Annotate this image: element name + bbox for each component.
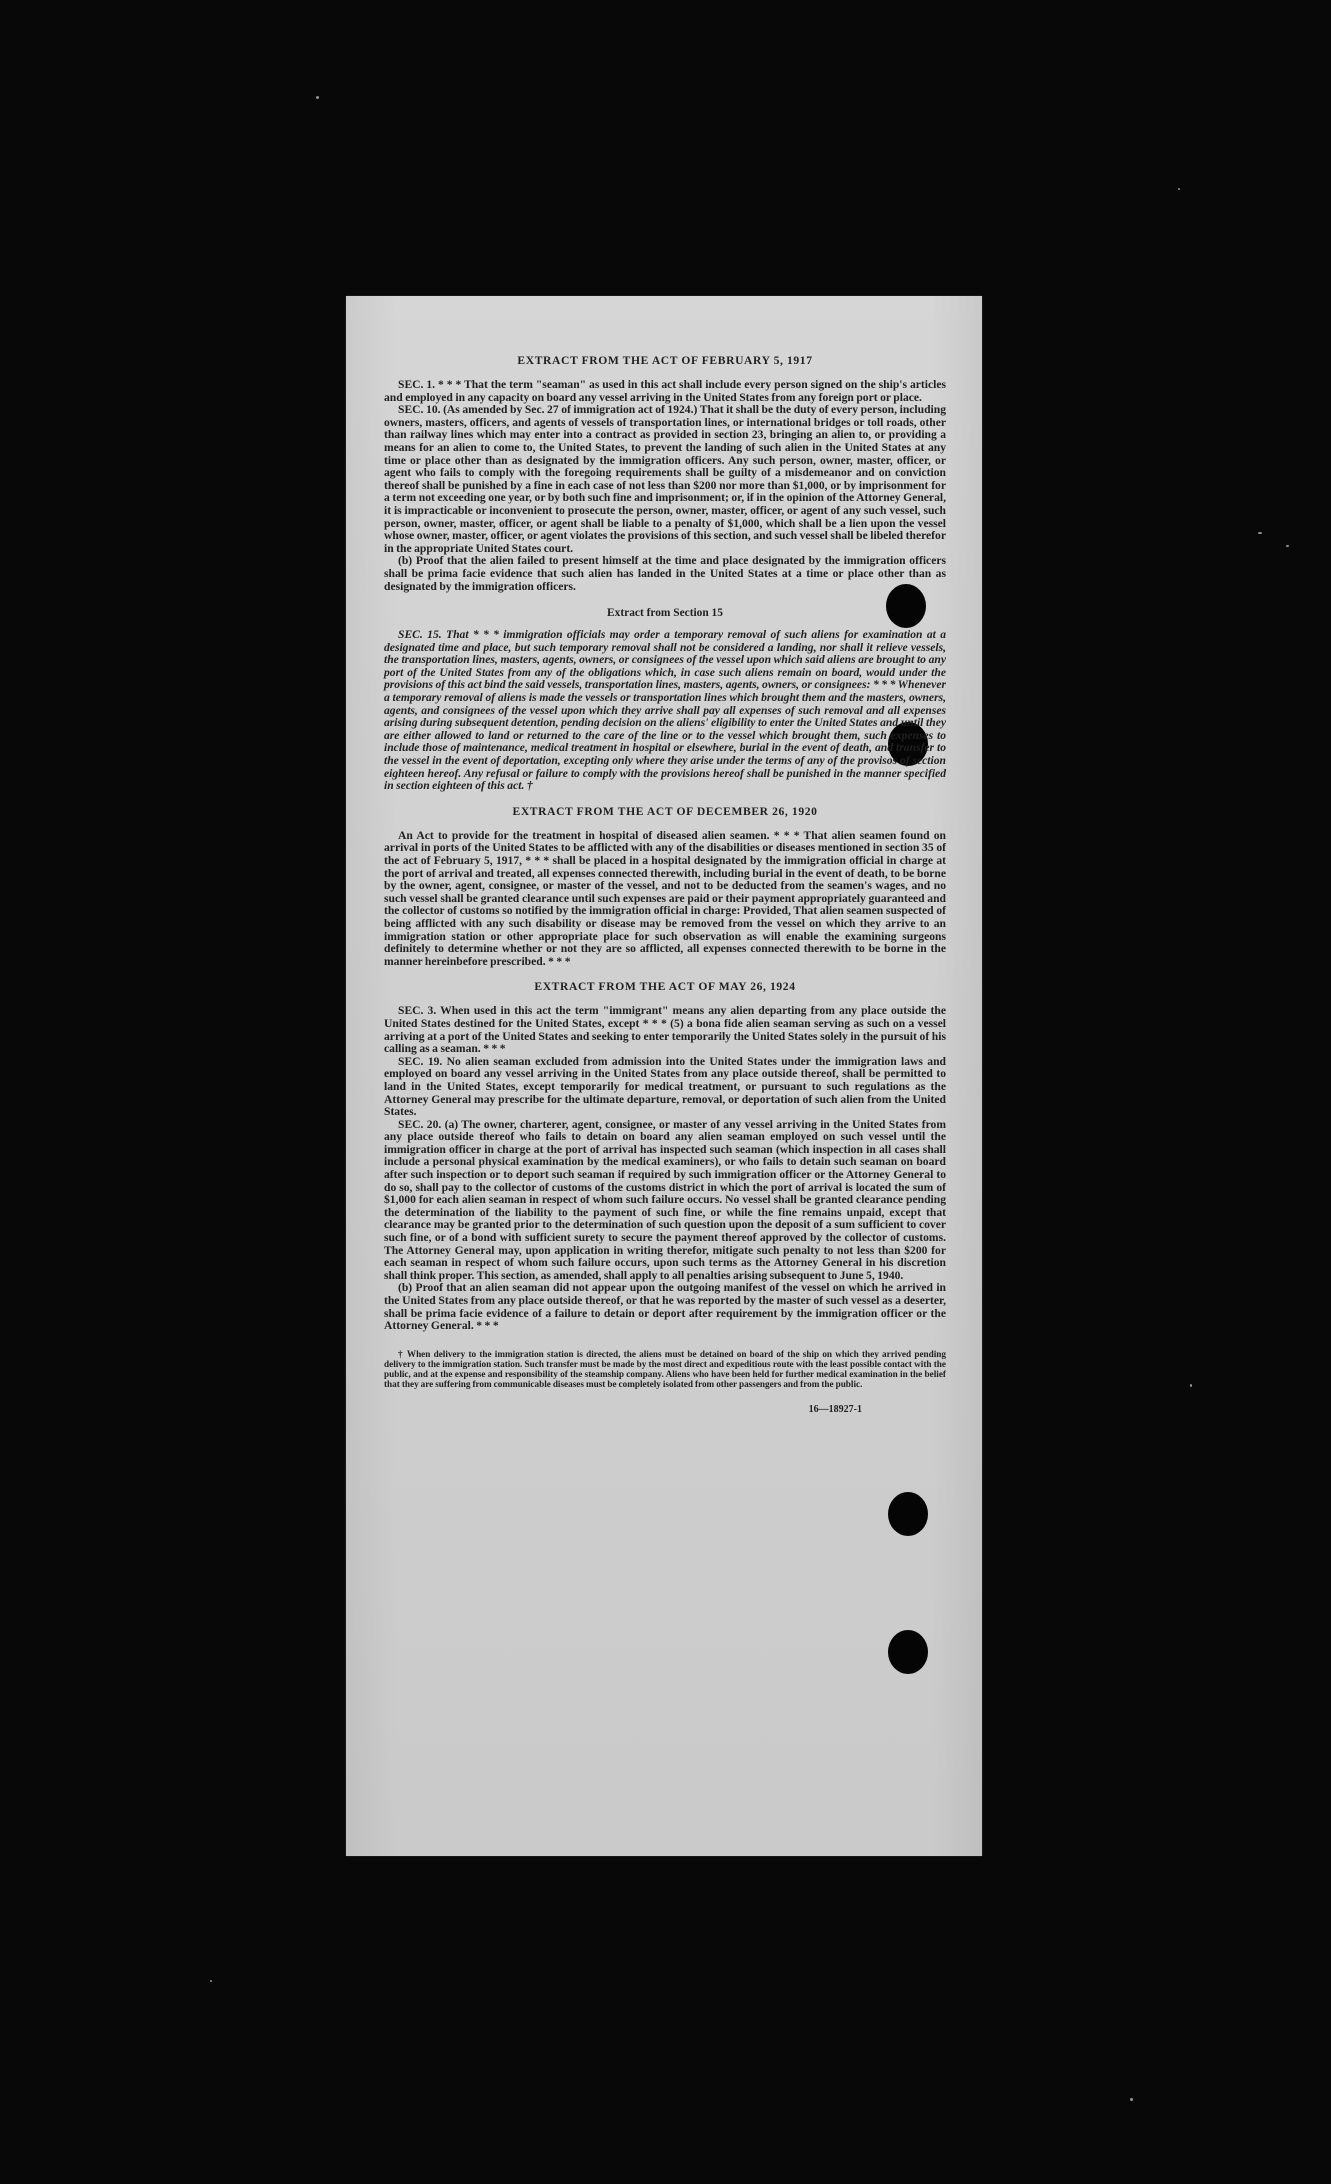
extract-act-dec-1920: [384, 805, 946, 969]
dust-speck: [1178, 188, 1180, 190]
document-page: [346, 296, 982, 1856]
paragraph: (b) Proof that an alien seaman did not appear upon the outgoing manifest of the vessel on which he arrived in the United States from any place outside thereof, or that he was reported by the master of such vessel as a deserter, shall be prima facie evidence of a failure to detain or deport after requirement by the immigration officer or the Attorney General. * * *: [384, 1281, 946, 1333]
extract-act-feb-1917: [384, 354, 946, 593]
section-heading: EXTRACT FROM THE ACT OF FEBRUARY 5, 1917: [517, 354, 813, 367]
paragraph: SEC. 19. No alien seaman excluded from admission into the United States under the immigration laws and employed on board any vessel arriving in the United States from any place outside thereof, shall be permitted to land in the United States, except temporarily for medical treatment, or pursuant to such regulations as the Attorney General may prescribe for the ultimate departure, removal, or deportation of such alien from the United States.: [384, 1054, 946, 1119]
dust-speck: [316, 96, 319, 99]
form-number: 16—18927-1: [808, 1403, 862, 1415]
paragraph: SEC. 3. When used in this act the term "immigrant" means any alien departing from any place outside the United States destined for the United States, except * * * (5) a bona fide alien seaman serving as such on a vessel arriving at a port of the United States and seeking to enter temporarily the United States solely in the pursuit of his calling as a seaman. * * *: [384, 1004, 946, 1056]
paragraph: SEC. 1. * * * That the term "seaman" as used in this act shall include every person signed on the ship's articles and employed in any capacity on board any vessel arriving in the United States from any foreign port or place.: [384, 378, 946, 404]
paragraph: SEC. 10. (As amended by Sec. 27 of immigration act of 1924.) That it shall be the duty of every person, including owners, masters, officers, and agents of vessels of transportation lines, or international bridges or toll roads, other than railway lines which may enter into a contract as provided in section 23, bringing an alien to, or providing a means for an alien to come to, the United States, to prevent the landing of such alien in the United States at any time or place other than as designated by the immigration officers. Any such person, owner, master, officer, or agent who fails to comply with the foregoing requirements shall be guilty of a misdemeanor and on conviction thereof shall be punished by a fine in each case of not less than $200 nor more than $1,000, or by imprisonment for a term not exceeding one year, or by both such fine and imprisonment; or, if in the opinion of the Attorney General, it is impracticable or inconvenient to prosecute the person, owner, master, officer, or agent of any such vessel, such person, owner, master, officer, or agent shall be liable to a penalty of $1,000, which shall be a lien upon the vessel whose owner, master, officer, or agent violates the provisions of this section, and such vessel shall be libeled therefor in the appropriate United States court.: [384, 403, 946, 555]
dust-speck: [1258, 532, 1262, 534]
dust-speck: [1190, 1384, 1192, 1387]
page-content: [384, 354, 946, 1415]
paragraph: An Act to provide for the treatment in hospital of diseased alien seamen. * * * That alien seamen found on arrival in ports of the United States to be afflicted with any of the disabilities or diseases mentioned in section 35 of the act of February 5, 1917, * * * shall be placed in a hospital designated by the immigration official in charge at the port of arrival and treated, all expenses connected therewith, including burial in the event of death, to be borne by the owner, agent, consignee, or master of the vessel, and not to be deducted from the seamen's wages, and no such vessel shall be granted clearance until such expenses are paid or their payment appropriately guaranteed and the collector of customs so notified by the immigration official in charge: Provided, That alien seamen suspected of being afflicted with any such disability or disease may be removed from the vessel on which they arrive to an immigration station or other appropriate place for such observation as will enable the examining surgeons definitely to determine whether or not they are so afflicted, all expenses connected therewith to be borne in the manner hereinbefore prescribed. * * *: [384, 828, 946, 968]
dust-speck: [210, 1980, 212, 1982]
extract-section-15: [384, 607, 946, 793]
section-heading: EXTRACT FROM THE ACT OF MAY 26, 1924: [534, 980, 796, 994]
section-heading: Extract from Section 15: [607, 607, 723, 620]
extract-act-may-1924: [384, 980, 946, 1332]
dust-speck: [1286, 545, 1289, 547]
paragraph: SEC. 20. (a) The owner, charterer, agent, consignee, or master of any vessel arriving in the United States from any place outside thereof who fails to detain on board any alien seaman employed on such vessel until the immigration officer in charge at the port of arrival has inspected such seaman (which inspection in all cases shall include a personal physical examination by the medical examiners), or who fails to detain such seaman on board after such inspection or to deport such seaman if required by such immigration officer or the Attorney General to do so, shall pay to the collector of customs of the customs district in which the port of arrival is located the sum of $1,000 for each alien seaman in respect of whom such failure occurs. No vessel shall be granted clearance pending the determination of the liability to the payment of such fine, or while the fine remains unpaid, except that clearance may be granted prior to the determination of such question upon the deposit of a sum sufficient to cover such fine, or of a bond with sufficient surety to secure the payment thereof approved by the collector of customs. The Attorney General may, upon application in writing therefor, mitigate such penalty to not less than $200 for each seaman in respect of whom such failure occurs, upon such terms as the Attorney General in his discretion shall think proper. This section, as amended, shall apply to all penalties arising subsequent to June 5, 1940.: [384, 1117, 946, 1282]
punch-hole: [888, 1492, 928, 1536]
paragraph: SEC. 15. That * * * immigration officials may order a temporary removal of such aliens for examination at a designated time and place, but such temporary removal shall not be considered a landing, nor shall it relieve vessels, the transportation lines, masters, agents, owners, or consignees of the vessel upon which said aliens are brought to any port of the United States from any of the obligations which, in case such aliens remain on board, would under the provisions of this act bind the said vessels, transportation lines, masters, agents, owners, or consignees: * * * Whenever a temporary removal of aliens is made the vessels or transportation lines which brought them and the masters, owners, agents, and consignees of the vessel upon which they arrive shall pay all expenses of such removal and all expenses arising during subsequent detention, pending decision on the aliens' eligibility to enter the United States and until they are either allowed to land or returned to the care of the line or to the vessel which brought them, such expenses to include those of maintenance, medical treatment in hospital or elsewhere, burial in the event of death, and transfer to the vessel in the event of deportation, excepting only where they arise under the terms of any of the provisos of section eighteen hereof. Any refusal or failure to comply with the provisions hereof shall be punished in the manner specified in section eighteen of this act. †: [384, 628, 946, 793]
punch-hole: [888, 1630, 928, 1674]
section-heading: EXTRACT FROM THE ACT OF DECEMBER 26, 1920: [512, 804, 818, 818]
dust-speck: [1130, 2098, 1133, 2101]
paragraph: (b) Proof that the alien failed to present himself at the time and place designated by the immigration officers shall be prima facie evidence that such alien has landed in the United States at a time or place other than as designated by the immigration officers.: [384, 554, 946, 593]
footnote: † When delivery to the immigration station is directed, the aliens must be detained on board of the ship on which they arrived pending delivery to the immigration station. Such transfer must be made by the most direct and expeditious route with the least possible contact with the public, and at the expense and responsibility of the steamship company. Aliens who have been held for further medical examination in the belief that they are suffering from communicable diseases must be completely isolated from other passengers and from the public.: [384, 1348, 946, 1390]
